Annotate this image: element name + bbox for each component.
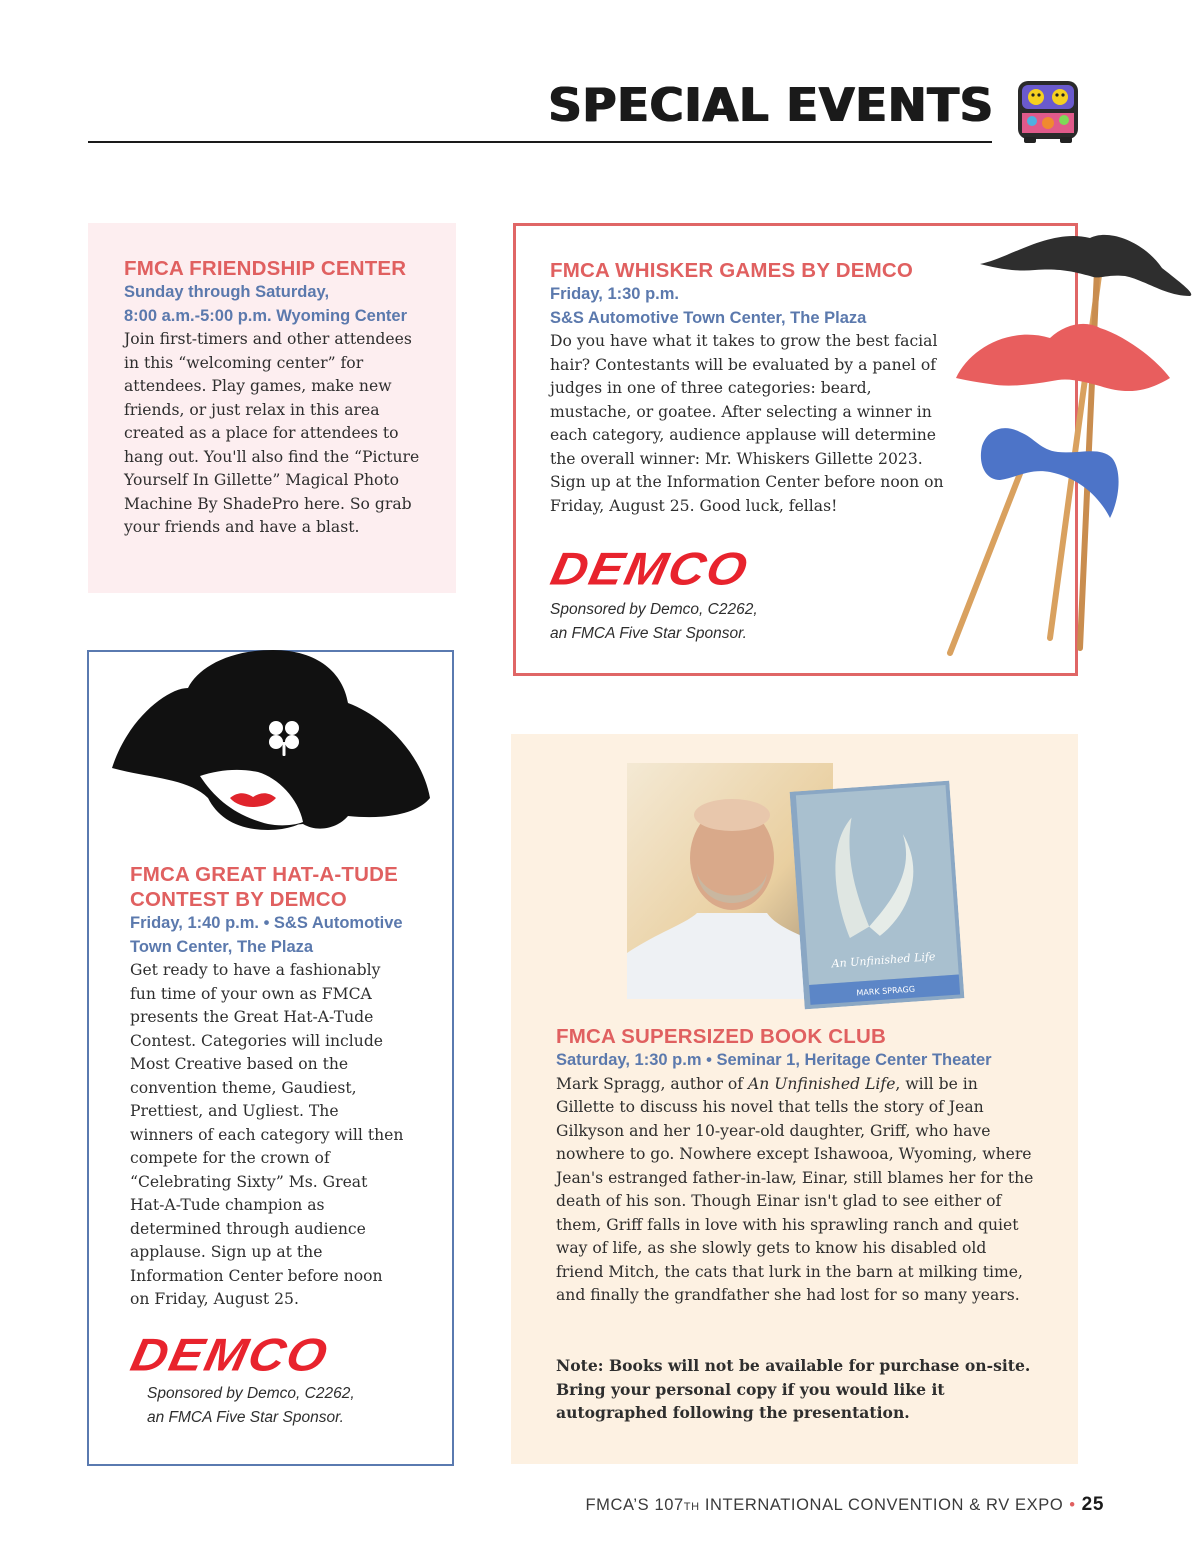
book-title: An Unfinished Life — [747, 1074, 896, 1093]
whisker-games-sponsor: Sponsored by Demco, C2262, an FMCA Five Star Sponsor. — [550, 601, 758, 642]
whisker-games-schedule-1: Friday, 1:30 p.m. — [550, 285, 679, 303]
mustache-props-illustration — [940, 228, 1200, 668]
book-cover-image — [790, 781, 965, 1010]
friendship-center-body: Join first-timers and other attendees in this “welcoming center” for attendees. Play games, make new friends, or just relax in this area created as a place for attendees to hang out. You'll also find the “Picture Yourself In Gillette” Magical Photo Machine By ShadePro here. So grab your friends and have a blast. — [124, 330, 420, 536]
book-cover-author: MARK SPRAGG — [856, 984, 916, 998]
hat-contest-schedule-1: Friday, 1:40 p.m. • S&S Automotive — [130, 914, 403, 932]
friendship-center-section — [124, 256, 424, 540]
hat-woman-illustration — [108, 648, 434, 840]
friendship-center-schedule-2: 8:00 a.m.-5:00 p.m. Wyoming Center — [124, 306, 408, 325]
book-cover-title: An Unfinished Life — [831, 950, 936, 971]
demco-logo — [546, 543, 754, 595]
page-title: SPECIAL EVENTS — [548, 78, 994, 132]
demco-logo-text: DEMCO — [126, 1329, 334, 1381]
book-club-note: Note: Books will not be available for purchase on-site. Bring your personal copy if you would like it autographed following the presentation. — [556, 1356, 1031, 1422]
book-club-heading: FMCA SUPERSIZED BOOK CLUB — [556, 1025, 886, 1048]
friendship-center-schedule-1: Sunday through Saturday, — [124, 283, 330, 301]
hat-contest-body: Get ready to have a fashionably fun time of your own as FMCA presents the Great Hat-A-Tude Contest. Categories will include Most Creative based on the convention theme, Gaudiest, Prettiest, and Ugliest. The winners of each category will then compete for the crown of “Celebrating Sixty” Ms. Great Hat-A-Tude champion as determined through audience applause. Sign up at the Information Center before noon on Friday, August 25. — [130, 961, 404, 1308]
hat-contest-section — [130, 862, 430, 1312]
friendship-center-heading: FMCA FRIENDSHIP CENTER — [124, 257, 407, 280]
title-rule — [88, 141, 992, 143]
book-club-schedule: Saturday, 1:30 p.m • Seminar 1, Heritage Center Theater — [556, 1051, 992, 1069]
hat-contest-heading-2: CONTEST BY DEMCO — [130, 888, 347, 911]
hat-contest-heading-1: FMCA GREAT HAT-A-TUDE — [130, 863, 399, 886]
demco-logo-text: DEMCO — [546, 543, 754, 595]
book-club-section — [556, 1024, 1046, 1308]
footer-bullet: • — [1069, 1496, 1076, 1514]
page-number: 25 — [1081, 1494, 1104, 1515]
book-club-body: Mark Spragg, author of An Unfinished Life, will be in Gillette to discuss his novel that tells the story of Jean Gilkyson and her 10-year-old daughter, Griff, who have nowhere to go. Nowhere except Ishawooa, Wyoming, where Jean's estranged father-in-law, Einar, still blames her for the death of his son. Though Einar isn't glad to see either of them, Griff falls in love with his sprawling ranch and quiet way of life, as she slowly gets to know his disabled old friend Mitch, the cats that lurk in the barn at milking time, and finally the grandfather she had lost for so many years. — [556, 1074, 1034, 1304]
hat-contest-sponsor: Sponsored by Demco, C2262, an FMCA Five Star Sponsor. — [147, 1385, 355, 1426]
whisker-games-heading: FMCA WHISKER GAMES BY DEMCO — [550, 259, 914, 282]
bus-icon — [1012, 75, 1084, 147]
publication-name: FMCA’S 107TH INTERNATIONAL CONVENTION & RV EXPO — [585, 1496, 1064, 1514]
whisker-games-body: Do you have what it takes to grow the best facial hair? Contestants will be evaluated by a panel of judges in one of three categories: beard, mustache, or goatee. After selecting a winner in each category, audience applause will determine the overall winner: Mr. Whiskers Gillette 2023. Sign up at the Information Center before noon on Friday, August 25. Good luck, fellas! — [550, 332, 944, 515]
demco-logo — [126, 1329, 334, 1381]
whisker-games-section — [550, 258, 970, 518]
hat-contest-schedule-2: Town Center, The Plaza — [130, 937, 314, 956]
whisker-games-schedule-2: S&S Automotive Town Center, The Plaza — [550, 308, 867, 327]
page-footer — [585, 1494, 1104, 1516]
